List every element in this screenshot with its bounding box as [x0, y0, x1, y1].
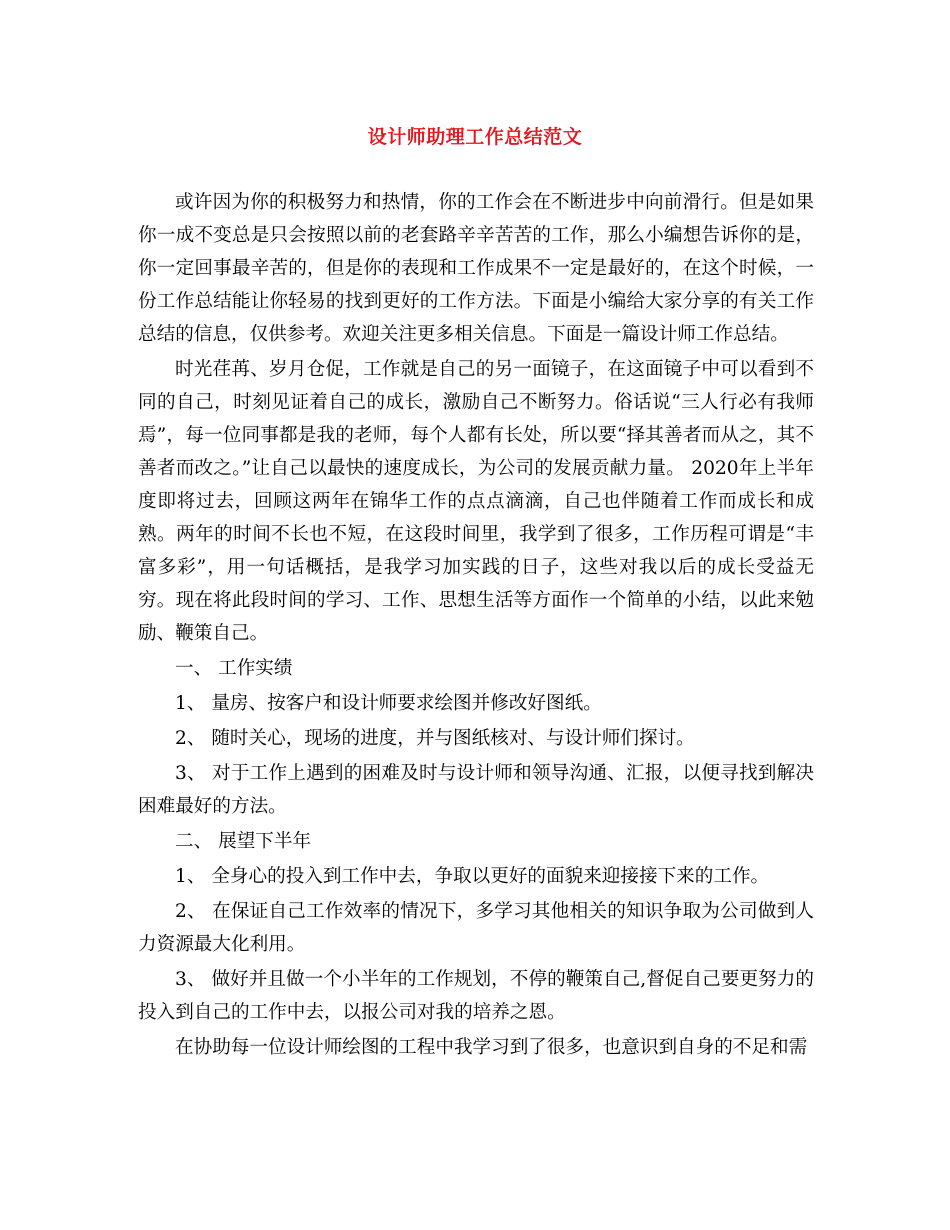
list-item-achievement-1: 1、 量房、按客户和设计师要求绘图并修改好图纸。	[175, 693, 602, 714]
paragraph-intro: 或许因为你的积极努力和热情，你的工作会在不断进步中向前滑行。但是如果你一成不变总是只会按照以前的老套路辛辛苦苦的工作，那么小编想告诉你的是，你一定回事最辛苦的，但是你的表现和工作成果不一定是最好的，在这个时候，一份工作总结能让你轻易的找到更好的工作方法。下面是小编给大家分享的有关工作总结的信息，仅供参考。欢迎关注更多相关信息。下面是一篇设计师工作总结。	[138, 192, 814, 345]
paragraph-review: 时光荏苒、岁月仓促，工作就是自己的另一面镜子，在这面镜子中可以看到不同的自己，时刻见证着自己的成长，激励自己不断努力。俗话说“三人行必有我师焉”，每一位同事都是我的老师，每个人都有长处，所以要“择其善者而从之，其不善者而改之。”让自己以最快的速度成长，为公司的发展贡献力量。 2020年上半年度即将过去，回顾这两年在锦华工作的点点滴滴，自己也伴随着工作而成长和成熟。两年的时间不长也不短，在这段时间里，我学到了很多，工作历程可谓是“丰富多彩”，用一句话概括，是我学习加实践的日子，这些对我以后的成长受益无穷。现在将此段时间的学习、工作、思想生活等方面作一个简单的小结，以此来勉励、鞭策自己。	[138, 359, 814, 644]
document-title: 设计师助理工作总结范文	[367, 126, 583, 148]
list-item-outlook-1: 1、 全身心的投入到工作中去，争取以更好的面貌来迎接接下来的工作。	[175, 866, 770, 887]
list-item-outlook-3: 3、 做好并且做一个小半年的工作规划，不停的鞭策自己,督促自己要更努力的投入到自己的工作中去，以报公司对我的培养之恩。	[138, 969, 814, 1023]
list-item-achievement-2: 2、 随时关心，现场的进度，并与图纸核对、与设计师们探讨。	[175, 728, 695, 749]
list-item-outlook-2: 2、 在保证自己工作效率的情况下，多学习其他相关的知识争取为公司做到人力资源最大化利用。	[138, 901, 814, 955]
paragraph-closing: 在协助每一位设计师绘图的工程中我学习到了很多，也意识到自身的不足和需	[175, 1037, 808, 1058]
list-item-achievement-3: 3、 对于工作上遇到的困难及时与设计师和领导沟通、汇报，以便寻找到解决困难最好的方法。	[138, 763, 814, 817]
section-heading-achievements: 一、 工作实绩	[175, 658, 293, 679]
document-body	[138, 186, 814, 1064]
section-heading-outlook: 二、 展望下半年	[175, 831, 312, 852]
